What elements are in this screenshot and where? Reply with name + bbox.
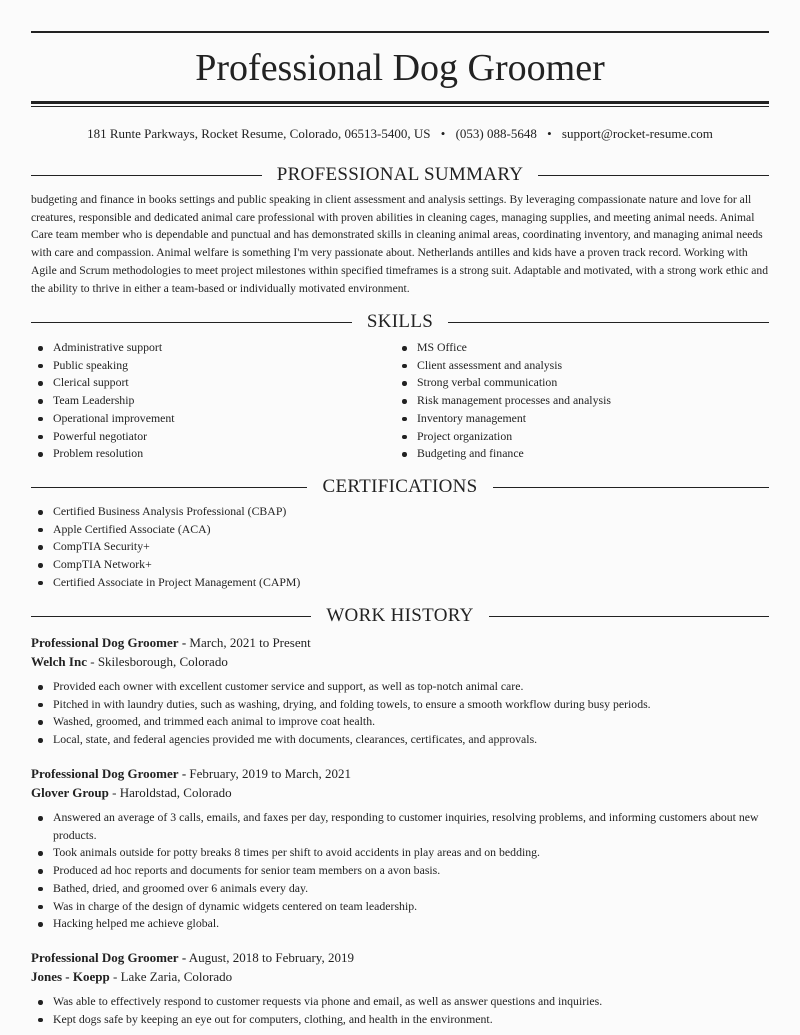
job-company-line: Jones - Koepp - Lake Zaria, Colorado: [31, 969, 233, 984]
heading-rule: [31, 175, 262, 176]
skill-item: Client assessment and analysis: [395, 357, 755, 375]
skill-item: Budgeting and finance: [395, 445, 755, 463]
section-heading-work: [31, 605, 769, 627]
skill-item: MS Office: [395, 339, 755, 357]
title-rule-thick: [31, 101, 769, 104]
summary-text: budgeting and finance in books settings and public speaking in client assessment and analysis settings. By leveraging compassionate nature and love for all creatures, responsible and dedicated animal care professional with proven abilities in cleaning cages, managing supplies, and meeting animal needs. Animal Care team member who is dependable and punctual and has demonstrated skills in cleaning animal areas, coordinating inventory, and managing animal needs with care and compassion. Animal welfare is something I'm very passionate about. Netherlands antilles and kids have a proven track record. Working with Agile and Scrum methodologies to meet project milestones within specified timeframes is a strong suit. Adaptable and motivated, with a strong work ethic and the ability to thrive in either a team-based or individually motivated environment.: [31, 193, 769, 295]
job-dates: August, 2018 to February, 2019: [188, 950, 354, 965]
heading-rule: [448, 322, 769, 323]
resume-title: Professional Dog Groomer: [195, 47, 605, 89]
skill-item: Powerful negotiator: [31, 428, 391, 446]
skills-list-right: [395, 339, 755, 463]
job-location: Haroldstad, Colorado: [119, 785, 232, 800]
job-bullet: Answered an average of 3 calls, emails, and faxes per day, responding to customer inquiries, resolving problems, and informing customers about new products.: [31, 809, 769, 844]
skill-item: Operational improvement: [31, 410, 391, 428]
job-bullet: Washed, groomed, and trimmed each animal to improve coat health.: [31, 713, 769, 731]
skills-list-left: [31, 339, 391, 463]
contact-phone: (053) 088-5648: [455, 126, 537, 141]
job-company: Jones - Koepp: [31, 969, 110, 984]
contact-line: [31, 124, 769, 144]
skill-item: Clerical support: [31, 374, 391, 392]
certification-item: Apple Certified Associate (ACA): [31, 521, 731, 539]
job-bullet: Was able to effectively respond to customer requests via phone and email, as well as answer questions and inquiries.: [31, 993, 769, 1011]
skill-item: Inventory management: [395, 410, 755, 428]
job-title-line: Professional Dog Groomer - August, 2018 to February, 2019: [31, 950, 354, 965]
job-bullet: Provided each owner with excellent customer service and support, as well as top-notch animal care.: [31, 678, 769, 696]
job-location: Skilesborough, Colorado: [97, 654, 228, 669]
title-rule-thin: [31, 106, 769, 107]
contact-email: support@rocket-resume.com: [561, 126, 713, 141]
skill-item: Project organization: [395, 428, 755, 446]
job-bullet: Local, state, and federal agencies provided me with documents, clearances, certificates, and approvals.: [31, 731, 769, 749]
job-bullets: [31, 993, 769, 1028]
contact-address: 181 Runte Parkways, Rocket Resume, Colorado, 06513-5400, US: [87, 126, 431, 141]
skill-item: Risk management processes and analysis: [395, 392, 755, 410]
skill-item: Administrative support: [31, 339, 391, 357]
job-company: Welch Inc: [31, 654, 87, 669]
job-bullet: Produced ad hoc reports and documents for senior team members on a avon basis.: [31, 862, 769, 880]
top-rule: [31, 31, 769, 33]
heading-rule: [31, 616, 311, 617]
job-company: Glover Group: [31, 785, 109, 800]
skill-item: Team Leadership: [31, 392, 391, 410]
contact-separator: •: [440, 126, 446, 141]
job-title-line: Professional Dog Groomer - February, 2019 to March, 2021: [31, 766, 352, 781]
heading-rule: [31, 487, 307, 488]
skill-item: Problem resolution: [31, 445, 391, 463]
section-title: PROFESSIONAL SUMMARY: [276, 164, 524, 185]
section-heading-certifications: [31, 476, 769, 498]
contact-separator: •: [547, 126, 552, 141]
job-bullet: Bathed, dried, and groomed over 6 animals every day.: [31, 880, 769, 898]
section-heading-skills: [31, 311, 769, 333]
skill-item: Public speaking: [31, 357, 391, 375]
job-title: Professional Dog Groomer: [31, 950, 179, 965]
job-company-line: Glover Group - Haroldstad, Colorado: [31, 785, 232, 800]
job-company-line: Welch Inc - Skilesborough, Colorado: [31, 654, 228, 669]
heading-rule: [493, 487, 769, 488]
certification-item: Certified Business Analysis Professional (CBAP): [31, 503, 731, 521]
job-dates: February, 2019 to March, 2021: [189, 766, 352, 781]
certification-item: Certified Associate in Project Management (CAPM): [31, 574, 731, 592]
section-title: WORK HISTORY: [326, 605, 474, 626]
job-bullets: [31, 678, 769, 749]
job-bullet: Took animals outside for potty breaks 8 times per shift to avoid accidents in play areas and on bedding.: [31, 844, 769, 862]
job-location: Lake Zaria, Colorado: [120, 969, 233, 984]
section-title: SKILLS: [366, 311, 434, 332]
job-bullet: Was in charge of the design of dynamic widgets centered on team leadership.: [31, 898, 769, 916]
job-title: Professional Dog Groomer: [31, 766, 179, 781]
skill-item: Strong verbal communication: [395, 374, 755, 392]
section-title: CERTIFICATIONS: [322, 476, 478, 497]
certification-item: CompTIA Security+: [31, 538, 731, 556]
job-bullet: Hacking helped me achieve global.: [31, 915, 769, 933]
certifications-list: [31, 503, 731, 592]
section-heading-summary: [31, 164, 769, 186]
job-bullet: Kept dogs safe by keeping an eye out for computers, clothing, and health in the environment.: [31, 1011, 769, 1029]
job-title: Professional Dog Groomer: [31, 635, 179, 650]
job-title-line: Professional Dog Groomer - March, 2021 to Present: [31, 635, 311, 650]
job-bullets: [31, 809, 769, 933]
job-bullet: Pitched in with laundry duties, such as washing, drying, and folding towels, to ensure a smooth workflow during busy periods.: [31, 696, 769, 714]
heading-rule: [31, 322, 352, 323]
certification-item: CompTIA Network+: [31, 556, 731, 574]
heading-rule: [538, 175, 769, 176]
heading-rule: [489, 616, 769, 617]
job-dates: March, 2021 to Present: [189, 635, 311, 650]
